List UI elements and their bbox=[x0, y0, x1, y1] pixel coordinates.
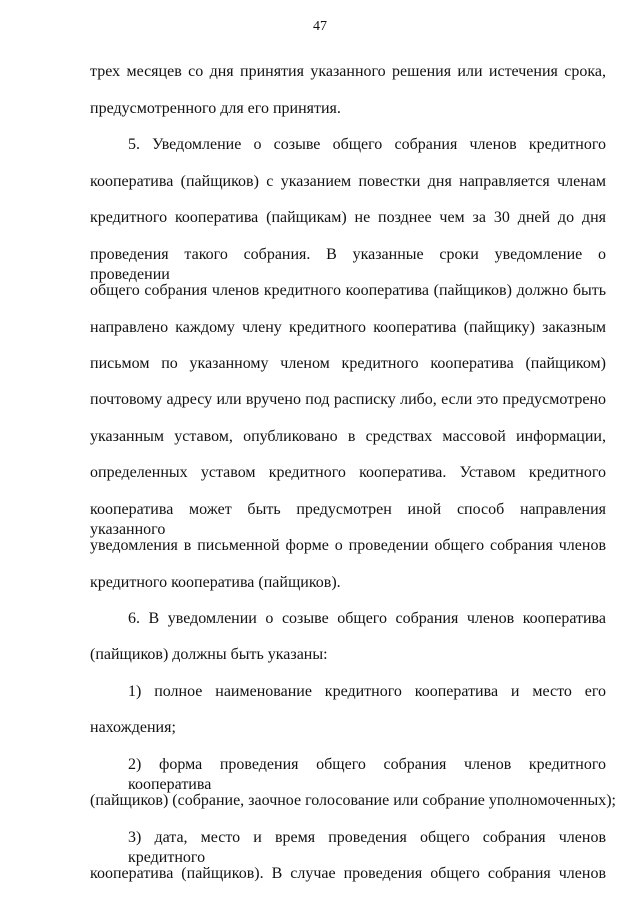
text-line: проведения такого собрания. В указанные сроки уведомление о проведении bbox=[90, 246, 606, 283]
text-line: 6. В уведомлении о созыве общего собрания членов кооператива bbox=[128, 610, 606, 627]
text-line: указанным уставом, опубликовано в средствах массовой информации, bbox=[90, 428, 606, 445]
text-line: 3) дата, место и время проведения общего собрания членов кредитного bbox=[128, 829, 606, 866]
text-line: кредитного кооператива (пайщикам) не позднее чем за 30 дней до дня bbox=[90, 209, 606, 226]
text-line: нахождения; bbox=[90, 719, 176, 736]
text-line: трех месяцев со дня принятия указанного решения или истечения срока, bbox=[90, 63, 606, 80]
text-line: (пайщиков) должны быть указаны: bbox=[90, 646, 328, 663]
text-line: кооператива (пайщиков) с указанием повестки дня направляется членам bbox=[90, 173, 606, 190]
text-line: 1) полное наименование кредитного кооператива и место его bbox=[128, 683, 606, 700]
text-line: почтовому адресу или вручено под расписку либо, если это предусмотрено bbox=[90, 391, 606, 408]
text-line: письмом по указанному членом кредитного кооператива (пайщиком) bbox=[90, 355, 606, 372]
text-line: определенных уставом кредитного кооператива. Уставом кредитного bbox=[90, 464, 606, 481]
text-line: направлено каждому члену кредитного кооператива (пайщику) заказным bbox=[90, 319, 606, 336]
text-line: кооператива (пайщиков). В случае проведения общего собрания членов bbox=[90, 865, 606, 882]
text-line: уведомления в письменной форме о проведении общего собрания членов bbox=[90, 537, 606, 554]
text-line: 2) форма проведения общего собрания членов кредитного кооператива bbox=[128, 756, 606, 793]
page-number: 47 bbox=[313, 19, 327, 34]
text-line: кредитного кооператива (пайщиков). bbox=[90, 574, 341, 591]
text-line: предусмотренного для его принятия. bbox=[90, 100, 341, 117]
text-line: (пайщиков) (собрание, заочное голосование или собрание уполномоченных); bbox=[90, 792, 616, 809]
text-line: 5. Уведомление о созыве общего собрания членов кредитного bbox=[128, 136, 606, 153]
text-line: общего собрания членов кредитного кооператива (пайщиков) должно быть bbox=[90, 282, 606, 299]
text-line: кооператива может быть предусмотрен иной способ направления указанного bbox=[90, 501, 606, 538]
